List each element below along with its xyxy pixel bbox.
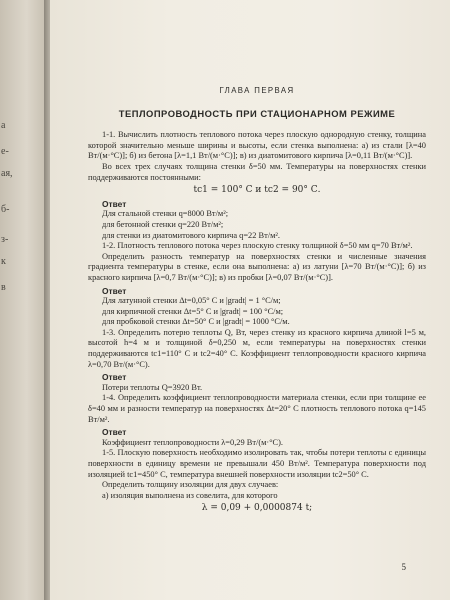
problem-1-3-text: 1-3. Определить потерю теплоты Q, Вт, через стенку из красного кирпича длиной l=5 м, высотой h=4 м и толщиной δ=0,250 м, если температуры на поверхностях стенки поддерживаются tс1=110° С и tс2=40° С. Коэффициент теплопроводности красного кирпича λ=0,70 Вт/(м·°С). — [88, 327, 426, 369]
chapter-heading: ГЛАВА ПЕРВАЯ — [219, 86, 295, 95]
problem-1-2-text2: Определить разность температур на поверхностях стенки и численные значения градиента температуры в стенке, если она выполнена: а) из латуни [λ=70 Вт/(м·°С)]; б) из красного кирпича [λ=0,7 Вт/(м·°С)]; в) из пробки [λ=0,07 Вт/(м·°С)]. — [88, 251, 426, 282]
answer-line: Для стальной стенки q=8000 Вт/м²; — [102, 209, 229, 219]
problem-1-1-text: 1-1. Вычислить плотность теплового потока через плоскую однородную стенку, толщина которой значительно меньше ширины и высоты, если стенка выполнена: а) из стали [λ=40 Вт/(м·°С)]; б) из бетона [λ=1,1 Вт/(м·°С)]; в) из диатомитового кирпича [λ=0,11 Вт/(м·°С)]. — [88, 130, 426, 161]
left-page-fragment: к — [1, 256, 6, 267]
answer-line: Коэффициент теплопроводности λ=0,29 Вт/(м·°С). — [102, 437, 284, 447]
answer-heading: Ответ — [102, 427, 127, 438]
answer-line: Потери теплоты Q=3920 Вт. — [102, 382, 203, 392]
problem-1-5-text2: Определить толщину изоляции для двух случаев: — [102, 480, 279, 490]
answer-line: Для латунной стенки Δt=0,05° С и |gradt| = 1 °С/м; — [102, 296, 281, 306]
section-title: ТЕПЛОПРОВОДНОСТЬ ПРИ СТАЦИОНАРНОМ РЕЖИМЕ — [118, 107, 396, 119]
problem-1-1-formula: tс1 = 100° С и tс2 = 90° С. — [193, 185, 321, 196]
problem-1-4-text: 1-4. Определить коэффициент теплопроводности материала стенки, если при толщине ее δ=40 мм и разности температур на поверхностях Δt=20° С плотность теплового потока q=145 Вт/м². — [88, 393, 426, 424]
left-page — [0, 0, 44, 600]
problem-1-5-formula: λ = 0,09 + 0,0000874 t; — [201, 503, 313, 514]
left-page-fragment: ая, — [1, 168, 13, 179]
page-content — [88, 86, 426, 517]
left-page-fragment: а — [1, 120, 6, 131]
answer-heading: Ответ — [102, 198, 127, 209]
page-number: 5 — [401, 562, 406, 572]
left-page-fragment: б- — [1, 204, 10, 215]
problem-1-5-text: 1-5. Плоскую поверхность необходимо изолировать так, чтобы потери теплоты с единицы поверхности в единицу времени не превышали 450 Вт/м². Температура поверхности под изоляцией tс1=450° С, температура внешней поверхности изоляции tс2=50° С. — [88, 448, 426, 479]
problem-1-1-text2: Во всех трех случаях толщина стенки δ=50 мм. Температуры на поверхностях стенки поддерживаются постоянными: — [88, 161, 426, 182]
answer-heading: Ответ — [102, 372, 127, 383]
problem-1-2-text: 1-2. Плотность теплового потока через плоскую стенку толщиной δ=50 мм q=70 Вт/м². — [102, 241, 413, 251]
problem-1-5-item-a: а) изоляция выполнена из совелита, для которого — [102, 490, 278, 500]
answer-line: для кирпичной стенки Δt=5° С и |gradt| = 100 °С/м; — [102, 306, 284, 316]
answer-heading: Ответ — [102, 285, 127, 296]
answer-line: для пробковой стенки Δt=50° С и |gradt| = 1000 °С/м. — [102, 317, 290, 327]
answer-line: для бетонной стенки q=220 Вт/м²; — [102, 219, 224, 229]
left-page-fragment: е- — [1, 146, 9, 157]
book-page — [50, 0, 450, 600]
left-page-fragment: з- — [1, 234, 9, 245]
answer-line: для стенки из диатомитового кирпича q=22 Вт/м². — [102, 230, 281, 240]
left-page-fragment: в — [1, 282, 6, 293]
